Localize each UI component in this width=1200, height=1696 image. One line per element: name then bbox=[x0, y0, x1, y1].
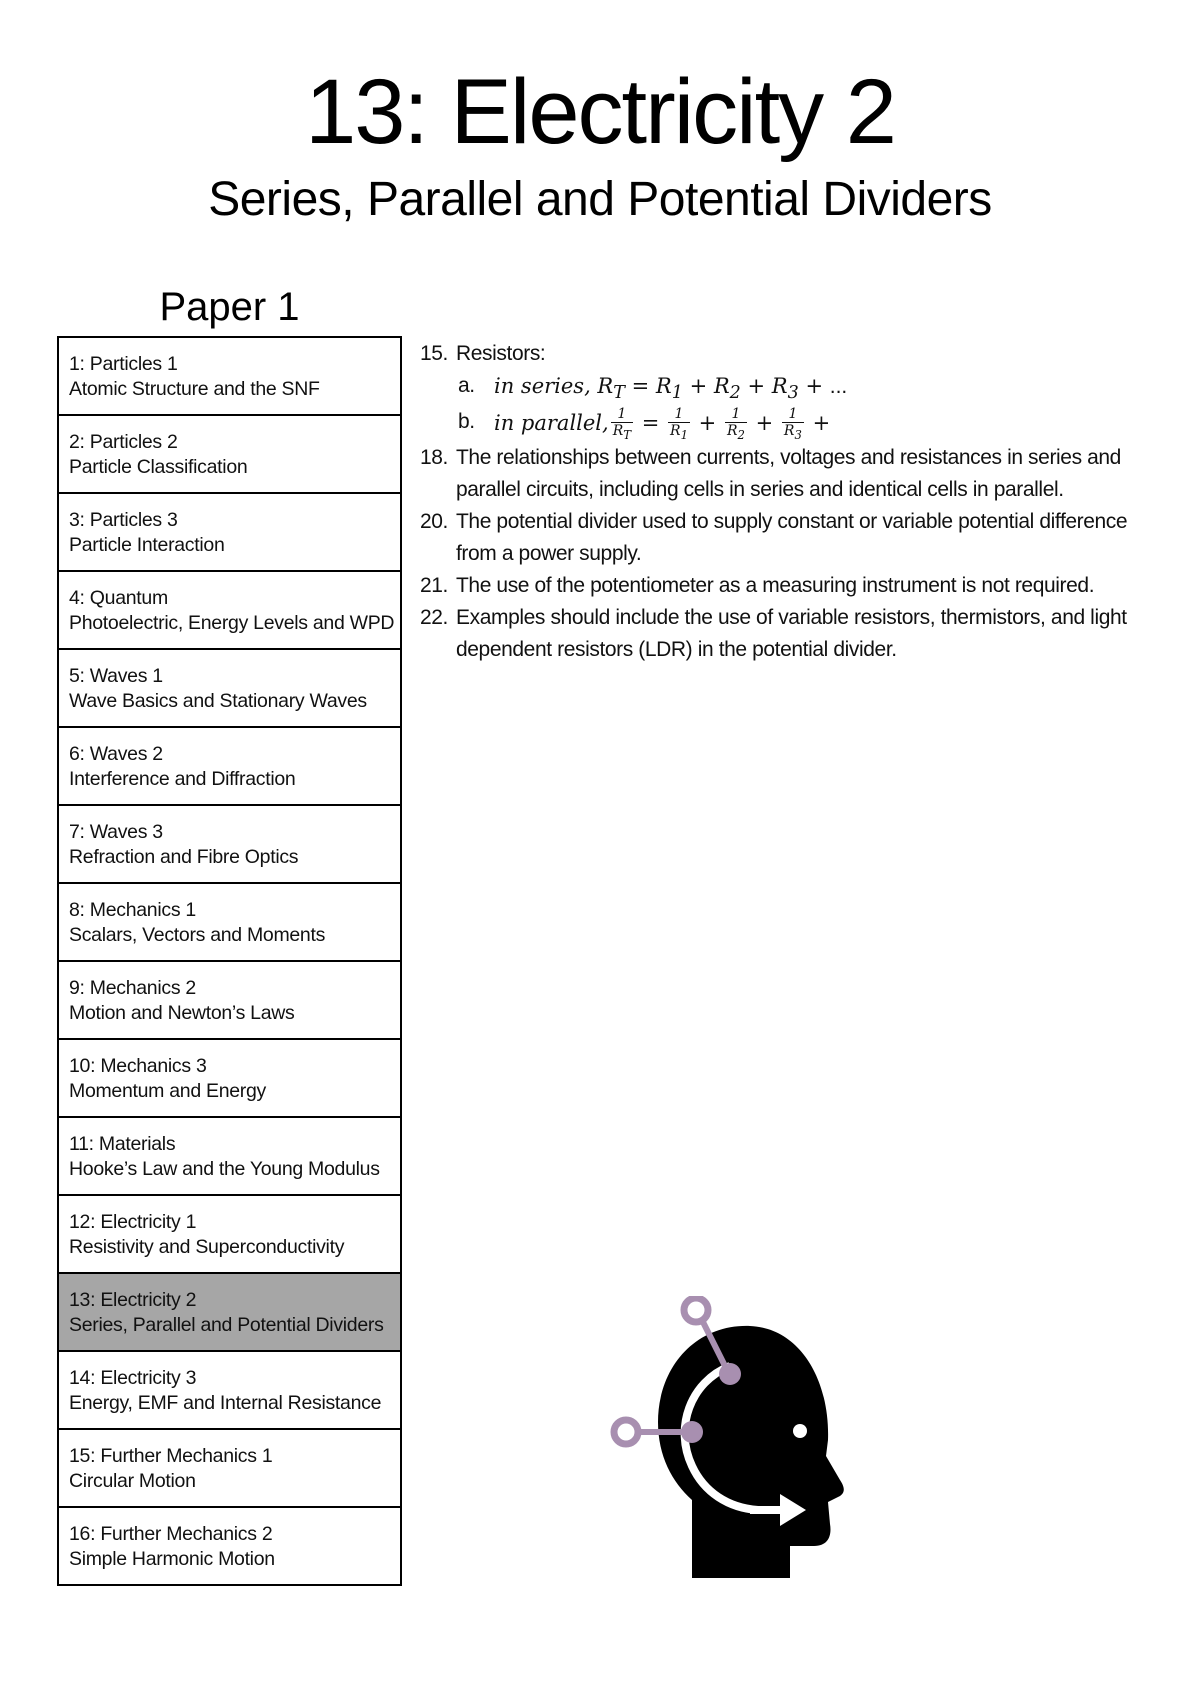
equals-sign: = bbox=[641, 410, 660, 435]
spec-item-text: The potential divider used to supply constant or variable potential difference from a power supply. bbox=[456, 510, 1128, 565]
spec-item-number: 15. bbox=[420, 342, 448, 365]
dot bbox=[793, 1424, 807, 1438]
denominator bbox=[725, 423, 747, 443]
sub-t: T bbox=[623, 427, 632, 442]
parallel-prefix: in parallel, bbox=[494, 410, 609, 435]
topic-item[interactable] bbox=[57, 1116, 402, 1196]
topic-title: 11: Materials bbox=[69, 1133, 176, 1155]
sub-t: T bbox=[613, 383, 625, 404]
topic-subtitle: Resistivity and Superconductivity bbox=[69, 1236, 345, 1258]
spec-subitem-series bbox=[418, 370, 1138, 406]
topic-item[interactable] bbox=[57, 1428, 402, 1508]
topic-title: 8: Mechanics 1 bbox=[69, 899, 196, 921]
numerator: 1 bbox=[725, 406, 747, 423]
sub-3: 3 bbox=[794, 427, 802, 442]
r-symbol: R bbox=[783, 423, 795, 439]
topic-subtitle: Scalars, Vectors and Moments bbox=[69, 924, 326, 946]
spec-item bbox=[418, 570, 1138, 602]
denominator bbox=[668, 423, 690, 443]
denominator bbox=[782, 423, 804, 443]
plus-sign: + bbox=[689, 374, 708, 398]
topic-item[interactable] bbox=[57, 570, 402, 650]
topic-subtitle: Particle Classification bbox=[69, 456, 248, 478]
sub-1: 1 bbox=[680, 427, 688, 442]
topic-subtitle: Refraction and Fibre Optics bbox=[69, 846, 299, 868]
spec-item-text: Examples should include the use of variable resistors, thermistors, and light dependent resistors (LDR) in the potential divider. bbox=[456, 606, 1127, 661]
sub-2: 2 bbox=[737, 427, 745, 442]
topic-title: 3: Particles 3 bbox=[69, 509, 178, 531]
topic-title: 4: Quantum bbox=[69, 587, 168, 609]
topic-title: 10: Mechanics 3 bbox=[69, 1055, 207, 1077]
plus-sign: + bbox=[812, 410, 831, 435]
denominator bbox=[611, 423, 633, 443]
plus-sign: + bbox=[805, 374, 824, 398]
spec-item-number: 21. bbox=[420, 574, 448, 597]
ellipsis: ... bbox=[829, 375, 848, 398]
topic-subtitle: Energy, EMF and Internal Resistance bbox=[69, 1392, 382, 1414]
topic-title: 9: Mechanics 2 bbox=[69, 977, 196, 999]
spec-subitem-parallel bbox=[418, 406, 1138, 442]
topic-subtitle: Atomic Structure and the SNF bbox=[69, 378, 320, 400]
topic-item[interactable] bbox=[57, 336, 402, 416]
head-circuit-icon bbox=[600, 1296, 890, 1586]
topic-item[interactable] bbox=[57, 726, 402, 806]
topic-item[interactable] bbox=[57, 804, 402, 884]
spec-item bbox=[418, 602, 1138, 666]
topic-item[interactable] bbox=[57, 1272, 402, 1352]
specification-points bbox=[418, 338, 1138, 666]
topic-title: 13: Electricity 2 bbox=[69, 1289, 197, 1311]
spec-item bbox=[418, 442, 1138, 506]
series-formula bbox=[494, 374, 848, 404]
topic-item[interactable] bbox=[57, 960, 402, 1040]
topic-list bbox=[57, 336, 402, 1586]
topic-title: 2: Particles 2 bbox=[69, 431, 178, 453]
topic-subtitle: Particle Interaction bbox=[69, 534, 225, 556]
spec-item-number: 20. bbox=[420, 510, 448, 533]
r-symbol: R bbox=[771, 374, 788, 398]
topic-item[interactable] bbox=[57, 414, 402, 494]
node-ring bbox=[614, 1420, 638, 1444]
spec-item bbox=[418, 338, 1138, 370]
spec-item-number: 18. bbox=[420, 446, 448, 469]
r-symbol: R bbox=[670, 423, 681, 439]
spec-item-text: The relationships between currents, voltages and resistances in series and parallel circuits, including cells in series and identical cells in parallel. bbox=[456, 446, 1121, 501]
page-title: 13: Electricity 2 bbox=[305, 61, 895, 163]
node-dot bbox=[681, 1421, 703, 1443]
topic-subtitle: Momentum and Energy bbox=[69, 1080, 266, 1102]
plus-sign: + bbox=[698, 410, 717, 435]
topic-item[interactable] bbox=[57, 882, 402, 962]
spec-item-text: The use of the potentiometer as a measuring instrument is not required. bbox=[456, 574, 1095, 597]
topic-title: 15: Further Mechanics 1 bbox=[69, 1445, 273, 1467]
fraction bbox=[782, 406, 804, 443]
numerator: 1 bbox=[782, 406, 804, 423]
fraction bbox=[668, 406, 690, 443]
r-symbol: R bbox=[726, 423, 738, 439]
page-subtitle: Series, Parallel and Potential Dividers bbox=[208, 173, 992, 226]
topic-item[interactable] bbox=[57, 1038, 402, 1118]
plus-sign: + bbox=[755, 410, 774, 435]
equals-sign: = bbox=[631, 374, 650, 398]
topic-item[interactable] bbox=[57, 648, 402, 728]
parallel-formula bbox=[494, 406, 831, 442]
node-ring bbox=[684, 1298, 708, 1322]
sub-3: 3 bbox=[787, 383, 799, 404]
numerator: 1 bbox=[611, 406, 633, 423]
topic-subtitle: Series, Parallel and Potential Dividers bbox=[69, 1314, 384, 1336]
spec-item-number: 22. bbox=[420, 606, 448, 629]
topic-subtitle: Wave Basics and Stationary Waves bbox=[69, 690, 367, 712]
sub-1: 1 bbox=[671, 383, 683, 404]
topic-title: 14: Electricity 3 bbox=[69, 1367, 197, 1389]
r-symbol: R bbox=[612, 423, 624, 439]
node-dot bbox=[719, 1363, 741, 1385]
fraction bbox=[611, 406, 633, 443]
spec-item-text: Resistors: bbox=[456, 342, 546, 365]
topic-subtitle: Simple Harmonic Motion bbox=[69, 1548, 275, 1570]
topic-subtitle: Hooke’s Law and the Young Modulus bbox=[69, 1158, 380, 1180]
topic-item[interactable] bbox=[57, 1350, 402, 1430]
subitem-letter: b. bbox=[458, 410, 475, 433]
r-symbol: R bbox=[713, 374, 730, 398]
sub-2: 2 bbox=[729, 383, 741, 404]
topic-title: 6: Waves 2 bbox=[69, 743, 163, 765]
topic-title: 12: Electricity 1 bbox=[69, 1211, 197, 1233]
topic-subtitle: Motion and Newton’s Laws bbox=[69, 1002, 295, 1024]
paper-heading: Paper 1 bbox=[159, 285, 300, 329]
fraction bbox=[725, 406, 747, 443]
topic-title: 16: Further Mechanics 2 bbox=[69, 1523, 273, 1545]
numerator: 1 bbox=[668, 406, 690, 423]
topic-subtitle: Interference and Diffraction bbox=[69, 768, 296, 790]
topic-title: 5: Waves 1 bbox=[69, 665, 163, 687]
topic-item[interactable] bbox=[57, 1194, 402, 1274]
topic-item[interactable] bbox=[57, 1506, 402, 1586]
subitem-letter: a. bbox=[458, 374, 475, 397]
topic-title: 1: Particles 1 bbox=[69, 353, 178, 375]
topic-item[interactable] bbox=[57, 492, 402, 572]
topic-title: 7: Waves 3 bbox=[69, 821, 163, 843]
r-symbol: R bbox=[655, 374, 672, 398]
series-prefix: in series, R bbox=[494, 374, 614, 398]
spec-item bbox=[418, 506, 1138, 570]
topic-subtitle: Circular Motion bbox=[69, 1470, 196, 1492]
topic-subtitle: Photoelectric, Energy Levels and WPD bbox=[69, 612, 395, 634]
plus-sign: + bbox=[747, 374, 766, 398]
